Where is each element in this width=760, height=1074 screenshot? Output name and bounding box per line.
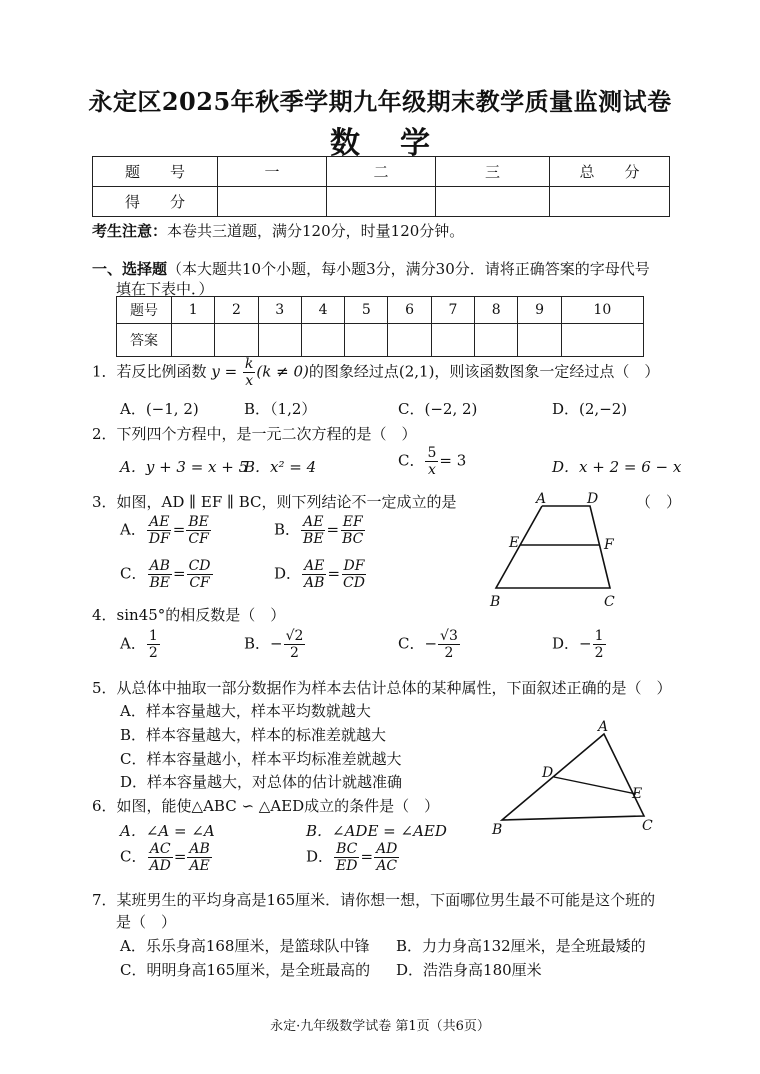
answer-input-2[interactable] — [215, 324, 258, 357]
q4-option-d — [552, 628, 607, 661]
q2-c-den: x — [427, 462, 436, 479]
page-footer: 永定·九年级数学试卷 第1页（共6页） — [270, 1019, 490, 1034]
question-7-line2: 是（ ） — [116, 913, 177, 931]
answer-input-3[interactable] — [258, 324, 301, 357]
q5-option-a: A．样本容量越大，样本平均数就越大 — [120, 702, 371, 720]
q7-option-d: D．浩浩身高180厘米 — [396, 961, 542, 979]
q3-option-d: D． $\frac{AE}{AB}$ = $\frac{DF}{CD}$ — [274, 558, 365, 592]
score-row-label: 得 分 — [93, 187, 218, 217]
q4-option-b — [244, 628, 306, 661]
q6-c-n1: AC — [149, 841, 171, 857]
question-5-stem: 5．从总体中抽取一部分数据作为样本去估计总体的某种属性，下面叙述正确的是（ ） — [92, 679, 672, 697]
answer-number-8: 8 — [475, 297, 518, 324]
section1-label: 一、选择题 — [92, 260, 168, 278]
q2-option-a: A．y + 3 = x + 5 — [120, 458, 249, 476]
q7-option-a: A．乐乐身高168厘米，是篮球队中锋 — [120, 937, 370, 955]
triangle-abc — [502, 734, 644, 820]
q3-trapezoid-figure — [486, 488, 636, 612]
q2-c-rest: = 3 — [439, 451, 467, 470]
score-cell-total: 总 分 — [550, 157, 670, 187]
q3-c-n2: CD — [188, 558, 211, 574]
q6-c-label: C． — [120, 847, 147, 866]
q6-option-c: C． $\frac{AC}{AD}$ = $\frac{AB}{AE}$ — [120, 841, 210, 875]
q6-option-d: D． $\frac{BC}{ED}$ = $\frac{AD}{AC}$ — [306, 841, 398, 875]
q6-d-n1: BC — [336, 841, 358, 857]
q4-d-label: D．− — [552, 634, 592, 653]
q4-b-label: B．− — [244, 634, 283, 653]
question-1-stem — [92, 356, 659, 389]
answer-number-7: 7 — [431, 297, 474, 324]
q6-d-d2: AC — [376, 858, 398, 875]
candidate-notice — [92, 220, 464, 241]
label-point-d: D — [587, 491, 599, 507]
q3-c-n1: AB — [149, 558, 170, 574]
q3-d-n2: DF — [343, 558, 365, 574]
q4-c-num: √3 — [440, 628, 458, 644]
label-point-d: D — [542, 765, 554, 781]
answer-input-5[interactable] — [345, 324, 388, 357]
answer-table-number-row — [117, 297, 644, 324]
q4-d-num: 1 — [594, 628, 604, 644]
q3-d-frac2 — [341, 558, 367, 591]
q3-a-n2: BE — [188, 514, 209, 530]
q1-cond: (k ≠ 0) — [256, 362, 309, 381]
segment-de — [554, 777, 636, 794]
label-point-e: E — [632, 786, 643, 802]
score-input-section3[interactable] — [436, 187, 550, 217]
label-point-b: B — [492, 822, 503, 838]
q1-option-a: A．(−1, 2) — [120, 400, 199, 418]
q4-a-frac — [147, 628, 160, 661]
q6-d-frac1 — [334, 841, 359, 874]
answer-input-6[interactable] — [388, 324, 431, 357]
answer-row-label-number: 题号 — [117, 297, 172, 324]
answer-number-6: 6 — [388, 297, 431, 324]
question-4-stem: 4．sin45°的相反数是（ ） — [92, 606, 286, 624]
q3-b-d2: BC — [342, 531, 364, 548]
q3-d-d1: AB — [304, 575, 325, 592]
q6-triangle-figure — [486, 716, 666, 840]
q4-c-label: C．− — [398, 634, 438, 653]
label-point-f: F — [604, 537, 614, 553]
q6-option-a: A．∠A = ∠A — [120, 822, 215, 840]
answer-number-5: 5 — [345, 297, 388, 324]
q1-frac-num: k — [244, 356, 254, 372]
q4-option-a — [120, 628, 161, 661]
q6-c-frac2 — [187, 841, 211, 874]
q6-c-d1: AD — [149, 858, 171, 875]
answer-input-10[interactable] — [561, 324, 643, 357]
answer-input-9[interactable] — [518, 324, 561, 357]
q3-b-frac2 — [340, 514, 365, 547]
q3-d-label: D． — [274, 564, 302, 583]
score-table — [92, 156, 670, 217]
q4-option-c — [398, 628, 461, 661]
q6-c-n2: AB — [189, 841, 210, 857]
q2-option-d: D．x + 2 = 6 − x — [552, 458, 682, 476]
score-cell-section2: 二 — [327, 157, 436, 187]
q6-d-d1: ED — [336, 858, 358, 875]
q4-a-label: A． — [120, 634, 146, 653]
question-7-line1: 7．某班男生的平均身高是165厘米．请你想一想，下面哪位男生最不可能是这个班的 — [92, 891, 656, 909]
answer-number-10: 10 — [561, 297, 643, 324]
answer-number-4: 4 — [301, 297, 344, 324]
q3-b-frac1 — [301, 514, 326, 547]
q1-frac-den: x — [245, 373, 254, 390]
q6-c-frac1 — [147, 841, 172, 874]
q3-c-d1: BE — [149, 575, 170, 592]
score-cell-section1: 一 — [218, 157, 327, 187]
q3-b-d1: BE — [303, 531, 324, 548]
q6-d-label: D． — [306, 847, 334, 866]
q1-option-d: D．(2,−2) — [552, 400, 628, 418]
q4-d-den: 2 — [594, 645, 604, 662]
answer-row-label: 答案 — [117, 324, 172, 357]
q3-a-label: A． — [120, 520, 146, 539]
q3-b-n2: EF — [342, 514, 363, 530]
question-6-stem: 6．如图，能使△ABC ∽ △AED成立的条件是（ ） — [92, 797, 440, 815]
q2-c-label: C． — [398, 451, 425, 470]
q7-option-b: B．力力身高132厘米，是全班最矮的 — [396, 937, 646, 955]
q3-a-d2: CF — [188, 531, 209, 548]
q4-c-den: 2 — [444, 645, 454, 662]
q6-d-n2: AD — [376, 841, 398, 857]
answer-number-1: 1 — [172, 297, 215, 324]
q1-func: y = — [211, 362, 238, 381]
score-table-header-row — [93, 157, 670, 187]
answer-number-9: 9 — [518, 297, 561, 324]
q3-a-frac1 — [147, 514, 172, 547]
q5-option-b: B．样本容量越大，样本的标准差就越大 — [120, 726, 387, 744]
q4-c-frac — [438, 628, 460, 661]
score-input-total[interactable] — [550, 187, 670, 217]
q3-d-frac1 — [302, 558, 326, 591]
q3-a-frac2 — [186, 514, 211, 547]
q3-c-label: C． — [120, 564, 147, 583]
answer-number-2: 2 — [215, 297, 258, 324]
q6-c-d2: AE — [189, 858, 210, 875]
answer-input-8[interactable] — [475, 324, 518, 357]
q3-b-n1: AE — [303, 514, 324, 530]
q7-option-c: C．明明身高165厘米，是全班最高的 — [120, 961, 371, 979]
q1-option-c: C．(−2, 2) — [398, 400, 478, 418]
score-cell-section3: 三 — [436, 157, 550, 187]
q3-option-a: A． $\frac{AE}{DF}$ = $\frac{BE}{CF}$ — [120, 514, 209, 548]
q1-post: 的图象经过点(2,1)，则该函数图象一定经过点（ ） — [308, 362, 660, 381]
q6-d-frac2 — [374, 841, 399, 874]
q1-option-b: B．（1,2） — [244, 400, 317, 418]
q3-option-c: C． $\frac{AB}{BE}$ = $\frac{CD}{CF}$ — [120, 558, 211, 592]
q1-fraction — [243, 356, 255, 389]
q4-d-frac — [593, 628, 606, 661]
score-input-section2[interactable] — [327, 187, 436, 217]
label-point-b: B — [490, 594, 501, 610]
answer-input-1[interactable] — [172, 324, 215, 357]
q3-answer-bracket: （ ） — [636, 493, 682, 511]
q3-d-d2: CD — [343, 575, 365, 592]
answer-input-7[interactable] — [431, 324, 474, 357]
q4-a-den: 2 — [148, 645, 158, 662]
q3-a-n1: AE — [149, 514, 170, 530]
section1-line1: （本大题共10个小题，每小题3分，满分30分．请将正确答案的字母代号 — [167, 260, 650, 278]
label-point-c: C — [604, 594, 615, 610]
score-table-score-row — [93, 187, 670, 217]
q4-b-den: 2 — [290, 645, 299, 662]
q5-option-c: C．样本容量越小，样本平均标准差就越大 — [120, 750, 402, 768]
exam-title: 永定区2025年秋季学期九年级期末教学质量监测试卷 — [88, 87, 672, 116]
q3-c-frac1 — [147, 558, 172, 591]
q2-option-b: B．x² = 4 — [244, 458, 317, 476]
question-2-stem: 2．下列四个方程中，是一元二次方程的是（ ） — [92, 425, 417, 443]
label-point-e: E — [509, 535, 520, 551]
notice-text: 本卷共三道题，满分120分，时量120分钟。 — [167, 222, 465, 240]
q3-b-label: B． — [274, 520, 301, 539]
q3-option-b: B． $\frac{AE}{BE}$ = $\frac{EF}{BC}$ — [274, 514, 364, 548]
q1-pre: 1．若反比例函数 — [92, 362, 207, 381]
q2-c-fraction — [425, 445, 438, 478]
answer-table — [116, 296, 644, 357]
q4-b-frac — [284, 628, 306, 661]
q4-b-num: √2 — [285, 628, 304, 644]
answer-input-4[interactable] — [301, 324, 344, 357]
q4-a-num: 1 — [148, 628, 158, 644]
score-cell-label: 题 号 — [93, 157, 218, 187]
label-point-a: A — [598, 719, 609, 735]
label-point-a: A — [536, 491, 547, 507]
q2-option-c — [398, 445, 466, 478]
notice-label: 考生注意： — [92, 222, 168, 240]
answer-table-answer-row — [117, 324, 644, 357]
subject-title: 数学 — [330, 126, 470, 161]
q5-option-d: D．样本容量越大，对总体的估计就越准确 — [120, 773, 403, 791]
q6-option-b: B．∠ADE = ∠AED — [306, 822, 447, 840]
q3-c-d2: CF — [189, 575, 210, 592]
answer-number-3: 3 — [258, 297, 301, 324]
section1-header — [92, 258, 650, 279]
q3-c-frac2 — [187, 558, 213, 591]
q2-c-num: 5 — [427, 445, 437, 461]
score-input-section1[interactable] — [218, 187, 327, 217]
label-point-c: C — [642, 818, 653, 834]
q3-a-d1: DF — [148, 531, 170, 548]
q3-d-n1: AE — [304, 558, 325, 574]
question-3-stem: 3．如图，AD ∥ EF ∥ BC，则下列结论不一定成立的是 — [92, 493, 457, 511]
section1-line2: 填在下表中．） — [116, 280, 214, 298]
